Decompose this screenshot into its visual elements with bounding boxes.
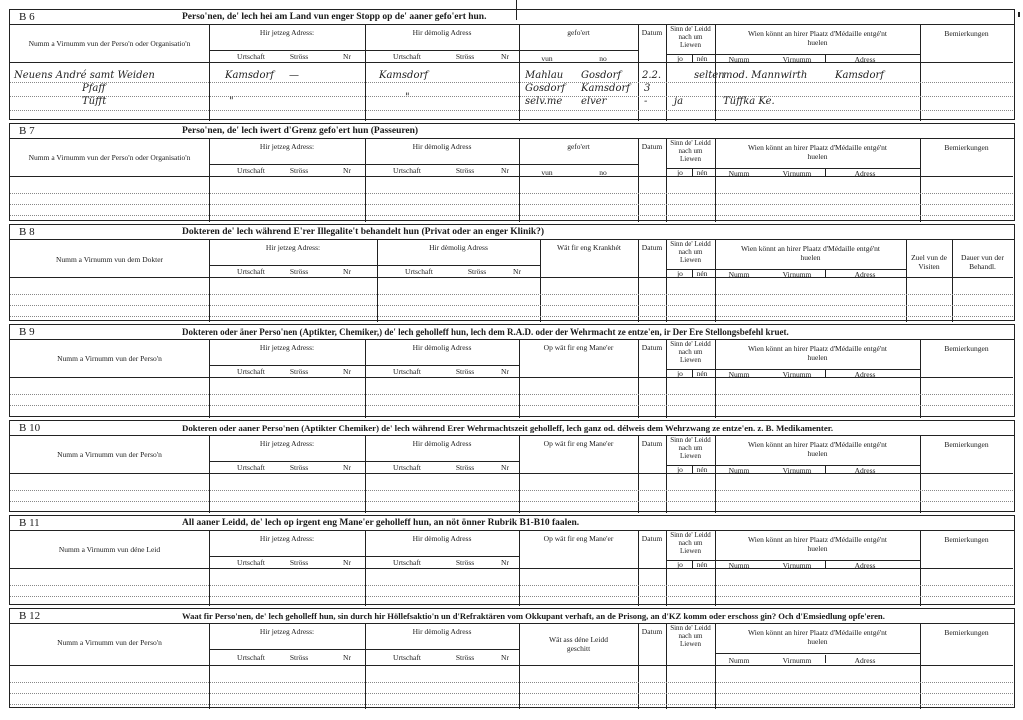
street-subheader: Ströss [455,166,475,175]
section-b8 [9,224,1015,321]
remarks-header: Bemierkungen [944,344,989,353]
street-subheader: Ströss [289,166,309,175]
entry-row-line [10,394,1013,395]
column-divider [365,24,366,121]
column-divider [666,339,667,418]
to-subheader: no [599,168,607,177]
handwritten-dash: — [289,70,299,81]
entry-row-line [10,501,1013,502]
medal-recipient-header: Wien könnt an hirer Plaatz d'Médaille entgé'nt huelen [747,29,888,47]
date-header: Datum [641,343,663,352]
column-divider [666,623,667,709]
date-header: Datum [641,627,663,636]
subheader-line [377,265,540,266]
current-address-header: Hir jetzeg Adress: [259,439,315,448]
yes-subheader: jo [677,168,683,177]
section-title: Dokteren oder aaner Perso'nen (Aptikter Chemiker) de' lech während Erer Wehrmachtszeit geholleff, lech ganz od. délweis dem Wehrzwang ze entze'en. z. B. Medikamenter. [182,423,834,433]
subheader-line [209,164,365,165]
address-subheader: Adress [854,55,876,64]
handwritten-to: Gosdorf [581,70,622,81]
column-divider [715,530,716,606]
no-subheader: nén [696,54,708,63]
section-code: B 12 [19,610,41,622]
column-divider [666,530,667,606]
yes-no-divider [692,269,693,277]
from-subheader: vun [541,168,553,177]
handwritten-status: selten [694,70,725,81]
column-divider [715,623,716,709]
column-divider [209,239,210,322]
name-column-header: Numm a Virnumm vun dem Dokter [55,255,164,264]
town-subheader: Urtschaft [393,463,421,472]
column-divider [209,339,210,418]
subheader-line [365,365,519,366]
street-subheader: Ströss [289,463,309,472]
still-alive-header: Sinn de' Leidd nach um Liewen [670,340,711,364]
from-subheader: vun [541,54,553,63]
town-subheader: Urtschaft [237,267,265,276]
remarks-header: Bemierkungen [944,440,989,449]
column-divider [666,239,667,322]
medal-sub-divider [825,655,826,663]
yes-no-divider [692,465,693,473]
street-subheader: Ströss [455,653,475,662]
handwritten-to: Kamsdorf [581,83,630,94]
old-address-header: Hir dèmolig Adress [412,142,472,151]
section-title-bar [10,10,1014,25]
entry-row-line [10,693,1013,694]
column-divider [519,138,520,222]
edge-mark [1018,12,1020,17]
town-subheader: Urtschaft [237,166,265,175]
column-divider [209,138,210,222]
address-subheader: Adress [854,169,876,178]
column-divider [715,138,716,222]
number-subheader: Nr [343,267,351,276]
subheader-line [365,649,519,650]
section-code: B 11 [19,517,40,529]
subheader-line [715,653,920,654]
town-subheader: Urtschaft [393,653,421,662]
section-title: All aaner Leidd, de' lech op irgent eng Mane'er geholleff hun, an nöt önner Rubrik B1-B10 faalen. [182,518,580,528]
handwritten-yes: ja [674,96,684,107]
handwritten-name: Neuens André samt Weiden [14,70,155,81]
subheader-line [666,465,715,466]
still-alive-header: Sinn de' Leidd nach um Liewen [670,240,711,264]
to-subheader: no [599,54,607,63]
column-divider [906,239,907,322]
subheader-line [666,560,715,561]
street-subheader: Ströss [455,558,475,567]
firstname-subheader: Virnumm [782,169,812,178]
subheader-line [209,265,377,266]
handwritten-from: Gosdorf [525,83,566,94]
section-b7 [9,123,1015,221]
street-subheader: Ströss [289,653,309,662]
surname-subheader: Numm [728,55,750,64]
section-title: Dokteren de' lech während E'rer Illegalite't behandelt hun (Privat oder an enger Klinik?) [182,227,545,237]
entry-row-line [10,585,1013,586]
firstname-subheader: Virnumm [782,466,812,475]
address-subheader: Adress [854,656,876,665]
town-subheader: Urtschaft [237,558,265,567]
firstname-subheader: Virnumm [782,370,812,379]
column-divider [638,239,639,322]
section-code: B 10 [19,422,41,434]
firstname-subheader: Virnumm [782,561,812,570]
column-divider [209,24,210,121]
yes-no-divider [692,560,693,568]
current-address-header: Hir jetzeg Adress: [259,28,315,37]
entry-row-line [10,294,1013,295]
handwritten-ditto: " [229,96,234,107]
yes-subheader: jo [677,369,683,378]
yes-subheader: jo [677,560,683,569]
medal-recipient-header: Wien könnt an hirer Plaatz d'Médaille entgé'nt huelen [747,535,888,553]
column-divider [365,138,366,222]
town-subheader: Urtschaft [393,558,421,567]
old-address-header: Hir dèmolig Adress [412,627,472,636]
entry-row-line [10,405,1013,406]
transport-header: gefo'ert [567,28,590,37]
entry-row-line [10,596,1013,597]
entry-row-line [10,96,1013,97]
entry-row-line [10,193,1013,194]
section-b12 [9,608,1015,708]
still-alive-header: Sinn de' Leidd nach um Liewen [670,624,711,648]
subheader-line [365,50,519,51]
subheader-line [365,556,519,557]
column-divider [365,530,366,606]
section-code: B 8 [19,226,35,238]
yes-no-divider [692,54,693,62]
column-divider [519,24,520,121]
number-subheader: Nr [501,558,509,567]
subheader-line [365,164,519,165]
yes-no-divider [692,369,693,377]
column-divider [920,530,921,606]
column-divider [920,138,921,222]
date-header: Datum [641,142,663,151]
subheader-line [209,649,365,650]
entry-row-line [10,305,1013,306]
section-b9 [9,324,1015,417]
detail-column-header: Op wät fir eng Mane'er [543,534,614,543]
town-subheader: Urtschaft [393,367,421,376]
medal-sub-divider [825,54,826,62]
detail-column-header: Op wät fir eng Mane'er [543,343,614,352]
number-subheader: Nr [501,367,509,376]
column-divider [715,339,716,418]
handwritten-town: Kamsdorf [225,70,274,81]
handwritten-medal-name: Tüffka Ke. [723,96,775,107]
old-address-header: Hir dèmolig Adress [412,343,472,352]
section-title: Perso'nen, de' lech hei am Land vun enger Stopp op de' aaner gefo'ert hun. [182,12,487,22]
number-subheader: Nr [501,166,509,175]
town-subheader: Urtschaft [237,653,265,662]
street-subheader: Ströss [455,52,475,61]
town-subheader: Urtschaft [393,52,421,61]
number-subheader: Nr [343,367,351,376]
column-divider [638,24,639,121]
street-subheader: Ströss [289,267,309,276]
yes-subheader: jo [677,54,683,63]
surname-subheader: Numm [728,561,750,570]
current-address-header: Hir jetzeg Adress: [259,142,315,151]
address-subheader: Adress [854,270,876,279]
yes-subheader: jo [677,465,683,474]
section-title-bar [10,609,1014,624]
subheader-line [666,168,715,169]
column-divider [920,623,921,709]
section-title-bar [10,516,1014,531]
entry-row-line [10,682,1013,683]
no-subheader: nén [696,560,708,569]
address-subheader: Adress [854,561,876,570]
medal-sub-divider [825,560,826,568]
name-column-header: Numm a Virnumm vun déne Leid [58,545,161,554]
column-divider [666,24,667,121]
section-title-bar [10,421,1014,436]
number-subheader: Nr [513,267,521,276]
number-subheader: Nr [343,463,351,472]
medal-sub-divider [825,465,826,473]
yes-no-divider [692,168,693,176]
entry-row-line [10,204,1013,205]
handwritten-from: selv.me [525,96,563,107]
still-alive-header: Sinn de' Leidd nach um Liewen [670,139,711,163]
current-address-header: Hir jetzeg Adress: [259,534,315,543]
entry-row-line [10,82,1013,83]
date-header: Datum [641,243,663,252]
medal-sub-divider [825,168,826,176]
entry-row-line [10,316,1013,317]
handwritten-name: Pfaff [82,83,106,94]
current-address-header: Hir jetzeg Adress: [259,343,315,352]
remarks-header: Bemierkungen [944,29,989,38]
street-subheader: Ströss [467,267,487,276]
section-code: B 9 [19,326,35,338]
medal-sub-divider [825,269,826,277]
surname-subheader: Numm [728,370,750,379]
address-subheader: Adress [854,370,876,379]
subheader-line [666,269,715,270]
subheader-line [519,50,638,51]
still-alive-header: Sinn de' Leidd nach um Liewen [670,25,711,49]
number-subheader: Nr [343,166,351,175]
section-code: B 6 [19,11,35,23]
address-subheader: Adress [854,466,876,475]
no-subheader: nén [696,369,708,378]
binding-mark [516,0,517,20]
name-column-header: Numm a Virnumm vun der Perso'n [57,638,162,647]
subheader-line [365,461,519,462]
column-divider [209,530,210,606]
column-divider [365,623,366,709]
number-subheader: Nr [343,52,351,61]
detail-column-header: Wät fir eng Krankhét [557,243,621,252]
street-subheader: Ströss [289,367,309,376]
column-divider [365,339,366,418]
section-title-bar [10,325,1014,340]
entry-row-line [10,490,1013,491]
column-divider [638,623,639,709]
column-divider [666,138,667,222]
medal-recipient-header: Wien könnt an hirer Plaatz d'Médaille entgé'nt huelen [740,244,881,262]
remarks-header: Bemierkungen [944,143,989,152]
handwritten-medal-address: Kamsdorf [835,70,884,81]
date-header: Datum [641,28,663,37]
number-subheader: Nr [501,463,509,472]
column-divider [952,239,953,322]
detail-column-header: Op wät fir eng Mane'er [543,439,614,448]
date-header: Datum [641,534,663,543]
column-divider [638,530,639,606]
town-subheader: Urtschaft [237,367,265,376]
handwritten-ditto: " [405,92,410,103]
street-subheader: Ströss [289,52,309,61]
still-alive-header: Sinn de' Leidd nach um Liewen [670,531,711,555]
handwritten-name: Tüfft [82,96,107,107]
subheader-line [666,54,715,55]
street-subheader: Ströss [289,558,309,567]
handwritten-date: 3 [644,83,651,94]
surname-subheader: Numm [728,656,750,665]
name-column-header: Numm a Virnumm vun der Perso'n oder Organisatio'n [28,39,191,48]
entry-row-line [10,704,1013,705]
subheader-line [519,164,638,165]
entry-row-line [10,110,1013,111]
firstname-subheader: Virnumm [782,270,812,279]
old-address-header: Hir dèmolig Adress [412,439,472,448]
entry-row-line [10,215,1013,216]
column-divider [920,339,921,418]
treatment-duration-header: Dauer vun der Behandl. [961,253,1004,271]
medal-sub-divider [825,369,826,377]
medal-recipient-header: Wien könnt an hirer Plaatz d'Médaille entgé'nt huelen [747,440,888,458]
header-bottom-line [10,665,1013,666]
firstname-subheader: Virnumm [782,55,812,64]
column-divider [519,339,520,418]
handwritten-date: - [644,96,648,107]
number-subheader: Nr [343,558,351,567]
current-address-header: Hir jetzeg Adress: [265,243,321,252]
column-divider [519,530,520,606]
yes-subheader: jo [677,269,683,278]
section-title-bar [10,124,1014,139]
subheader-line [209,50,365,51]
date-header: Datum [641,439,663,448]
handwritten-to: elver [581,96,607,107]
section-title-bar [10,225,1014,240]
no-subheader: nén [696,269,708,278]
section-b6 [9,9,1015,120]
number-subheader: Nr [501,653,509,662]
handwritten-date: 2.2. [642,70,662,81]
street-subheader: Ströss [455,463,475,472]
town-subheader: Urtschaft [405,267,433,276]
surname-subheader: Numm [728,270,750,279]
column-divider [209,623,210,709]
no-subheader: nén [696,168,708,177]
handwritten-medal-name: mod. Mannwirth [723,70,808,81]
town-subheader: Urtschaft [237,52,265,61]
firstname-subheader: Virnumm [782,656,812,665]
old-address-header: Hir dèmolig Adress [429,243,488,252]
handwritten-from: Mahlau [525,70,564,81]
number-subheader: Nr [501,52,509,61]
name-column-header: Numm a Virnumm vun der Perso'n [57,354,162,363]
still-alive-header: Sinn de' Leidd nach um Liewen [670,436,711,460]
medal-recipient-header: Wien könnt an hirer Plaatz d'Médaille entgé'nt huelen [747,143,888,161]
subheader-line [209,461,365,462]
subheader-line [666,369,715,370]
surname-subheader: Numm [728,169,750,178]
column-divider [519,623,520,709]
old-address-header: Hir dèmolig Adress [412,28,472,37]
remarks-header: Bemierkungen [944,535,989,544]
name-column-header: Numm a Virnumm vun der Perso'n [57,450,162,459]
section-title: Waat fir Perso'nen, de' lech geholleff hun, sin durch hir Höllefsaktio'n un d'Refraktären vom Okkupant verhaft, an de Prisong, an d'KZ komm oder erschoss gin? Och d'Emsiedlung opfe'eren. [182,611,885,621]
number-subheader: Nr [343,653,351,662]
medal-recipient-header: Wien könnt an hirer Plaatz d'Médaille entgé'nt huelen [747,628,888,646]
name-column-header: Numm a Virnumm vun der Perso'n oder Organisatio'n [28,153,191,162]
transport-header: gefo'ert [567,142,590,151]
no-subheader: nén [696,465,708,474]
visit-count-header: Zuel vun de Visiten [911,253,947,271]
section-b11 [9,515,1015,605]
old-address-header: Hir dèmolig Adress [412,534,472,543]
surname-subheader: Numm [728,466,750,475]
detail-column-header: Wät ass déne Leidd geschitt [549,635,608,653]
handwritten-town: Kamsdorf [379,70,428,81]
column-divider [377,239,378,322]
medal-recipient-header: Wien könnt an hirer Plaatz d'Médaille entgé'nt huelen [747,344,888,362]
column-divider [715,239,716,322]
section-title: Dokteren oder äner Perso'nen (Aptikter, Chemiker,) de' lech geholleff hun, lech dem R.A.D. oder der Wehrmacht ze entze'en, ir Der Ere Stellongsbefehl kruet. [182,327,789,337]
column-divider [920,24,921,121]
subheader-line [209,365,365,366]
current-address-header: Hir jetzeg Adress: [259,627,315,636]
remarks-header: Bemierkungen [944,628,989,637]
section-code: B 7 [19,125,35,137]
street-subheader: Ströss [455,367,475,376]
section-title: Perso'nen, de' lech iwert d'Grenz gefo'ert hun (Passeuren) [182,126,419,136]
column-divider [540,239,541,322]
town-subheader: Urtschaft [237,463,265,472]
subheader-line [209,556,365,557]
column-divider [638,138,639,222]
town-subheader: Urtschaft [393,166,421,175]
column-divider [638,339,639,418]
section-b10 [9,420,1015,512]
